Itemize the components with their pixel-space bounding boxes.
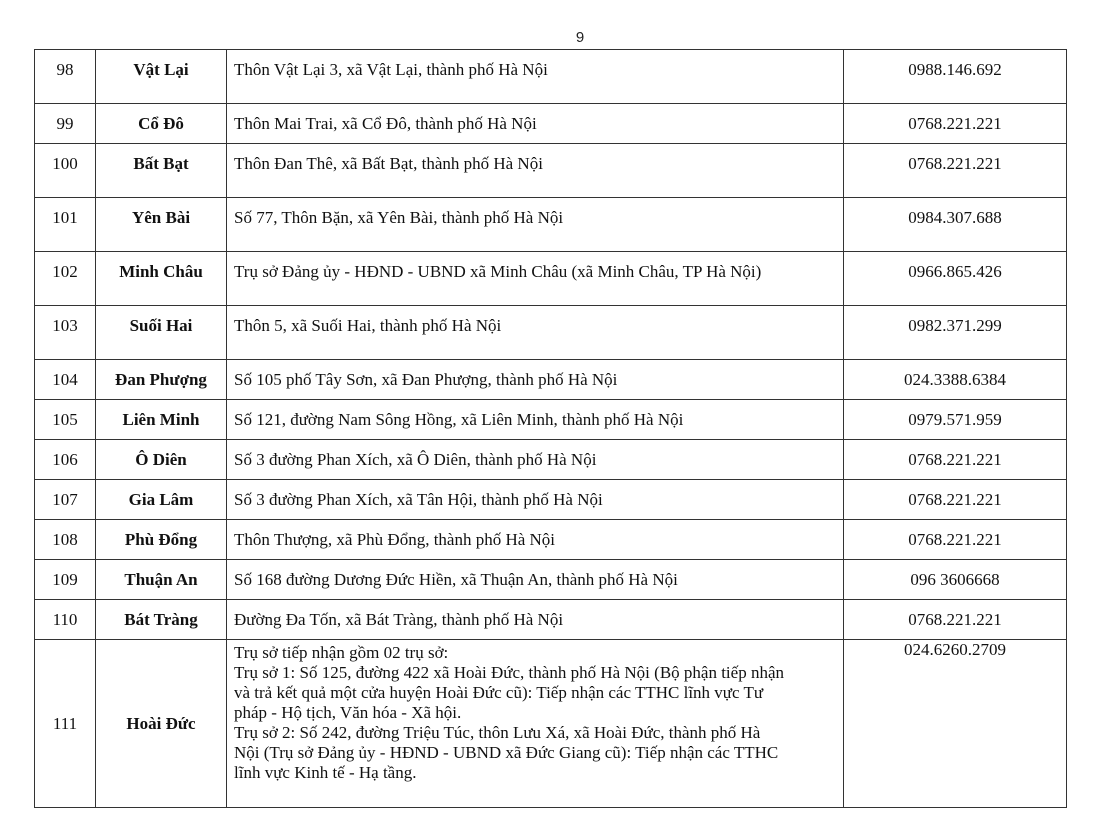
commune-name: Hoài Đức xyxy=(126,713,196,733)
address: Số 121, đường Nam Sông Hồng, xã Liên Minh, thành phố Hà Nội xyxy=(234,410,684,429)
table-row xyxy=(35,600,1067,640)
row-number: 111 xyxy=(52,713,78,733)
table-row xyxy=(35,104,1067,144)
row-number: 101 xyxy=(52,208,78,227)
commune-name: Suối Hai xyxy=(129,316,193,335)
table-row xyxy=(35,640,1067,808)
address-line: lĩnh vực Kinh tế - Hạ tầng. xyxy=(234,763,417,782)
table-row xyxy=(35,560,1067,600)
row-number: 105 xyxy=(52,410,78,429)
address: Số 168 đường Dương Đức Hiền, xã Thuận An, thành phố Hà Nội xyxy=(234,570,678,589)
row-number: 104 xyxy=(52,370,78,389)
address-line: Trụ sở 2: Số 242, đường Triệu Túc, thôn Lưu Xá, xã Hoài Đức, thành phố Hà xyxy=(234,723,761,742)
phone-number: 0979.571.959 xyxy=(908,410,1002,429)
address: Thôn Thượng, xã Phù Đổng, thành phố Hà Nội xyxy=(234,530,556,549)
address: Đường Đa Tốn, xã Bát Tràng, thành phố Hà Nội xyxy=(234,610,564,629)
commune-name: Cổ Đô xyxy=(138,114,184,133)
table-row xyxy=(35,198,1067,252)
address: Số 3 đường Phan Xích, xã Tân Hội, thành phố Hà Nội xyxy=(234,490,603,509)
commune-name: Đan Phượng xyxy=(115,370,207,389)
table-row xyxy=(35,360,1067,400)
commune-name: Yên Bài xyxy=(131,208,191,227)
row-number: 98 xyxy=(56,60,74,79)
table-row xyxy=(35,400,1067,440)
commune-name: Gia Lâm xyxy=(128,490,194,509)
table-row xyxy=(35,480,1067,520)
table-row xyxy=(35,306,1067,360)
phone-number: 0768.221.221 xyxy=(908,154,1002,173)
phone-number: 024.3388.6384 xyxy=(904,370,1006,389)
phone-number: 0768.221.221 xyxy=(908,450,1002,469)
row-number: 110 xyxy=(52,610,78,629)
commune-name: Minh Châu xyxy=(119,262,203,281)
address: Trụ sở Đảng ủy - HĐND - UBND xã Minh Châu (xã Minh Châu, TP Hà Nội) xyxy=(234,262,762,281)
commune-name: Ô Diên xyxy=(135,450,187,469)
address: Thôn 5, xã Suối Hai, thành phố Hà Nội xyxy=(234,316,502,335)
row-number: 103 xyxy=(52,316,78,335)
address: Thôn Mai Trai, xã Cổ Đô, thành phố Hà Nội xyxy=(234,114,537,133)
address: Thôn Vật Lại 3, xã Vật Lại, thành phố Hà Nội xyxy=(234,60,548,79)
table-row xyxy=(35,144,1067,198)
phone-number: 0768.221.221 xyxy=(908,610,1002,629)
phone-number: 0988.146.692 xyxy=(908,60,1002,79)
phone-number: 0966.865.426 xyxy=(908,262,1002,281)
phone-number: 0984.307.688 xyxy=(908,208,1002,227)
table-row xyxy=(35,252,1067,306)
row-number: 108 xyxy=(52,530,78,549)
address: Thôn Đan Thê, xã Bất Bạt, thành phố Hà Nội xyxy=(234,154,543,173)
table-row xyxy=(35,440,1067,480)
address: Số 77, Thôn Bặn, xã Yên Bài, thành phố Hà Nội xyxy=(234,208,564,227)
phone-number: 024.6260.2709 xyxy=(904,640,1006,659)
address: Số 3 đường Phan Xích, xã Ô Diên, thành phố Hà Nội xyxy=(234,450,597,469)
commune-name: Liên Minh xyxy=(122,410,200,429)
address xyxy=(234,643,836,783)
commune-name: Bát Tràng xyxy=(124,610,198,629)
phone-number: 0768.221.221 xyxy=(908,114,1002,133)
row-number: 109 xyxy=(52,570,78,589)
row-number: 102 xyxy=(52,262,78,281)
phone-number: 096 3606668 xyxy=(910,570,1000,589)
row-number: 106 xyxy=(52,450,78,469)
table-row xyxy=(35,520,1067,560)
row-number: 100 xyxy=(52,154,78,173)
office-table xyxy=(34,49,1067,808)
address-line: pháp - Hộ tịch, Văn hóa - Xã hội. xyxy=(234,703,462,722)
phone-number: 0982.371.299 xyxy=(908,316,1002,335)
address-line: Nội (Trụ sở Đảng ủy - HĐND - UBND xã Đức Giang cũ): Tiếp nhận các TTHC xyxy=(234,743,779,762)
phone-number: 0768.221.221 xyxy=(908,490,1002,509)
address-line: Trụ sở 1: Số 125, đường 422 xã Hoài Đức, thành phố Hà Nội (Bộ phận tiếp nhận xyxy=(234,663,784,682)
phone-number: 0768.221.221 xyxy=(908,530,1002,549)
address-line: và trả kết quả một cửa huyện Hoài Đức cũ): Tiếp nhận các TTHC lĩnh vực Tư xyxy=(234,683,764,702)
page-number: 9 xyxy=(575,29,585,46)
commune-name: Vật Lại xyxy=(133,60,189,79)
address-line: Trụ sở tiếp nhận gồm 02 trụ sở: xyxy=(234,643,449,662)
row-number: 107 xyxy=(52,490,78,509)
row-number: 99 xyxy=(56,114,74,133)
commune-name: Bất Bạt xyxy=(133,154,189,173)
table-row xyxy=(35,50,1067,104)
commune-name: Phù Đổng xyxy=(124,530,198,549)
commune-name: Thuận An xyxy=(124,570,198,589)
address: Số 105 phố Tây Sơn, xã Đan Phượng, thành phố Hà Nội xyxy=(234,370,618,389)
